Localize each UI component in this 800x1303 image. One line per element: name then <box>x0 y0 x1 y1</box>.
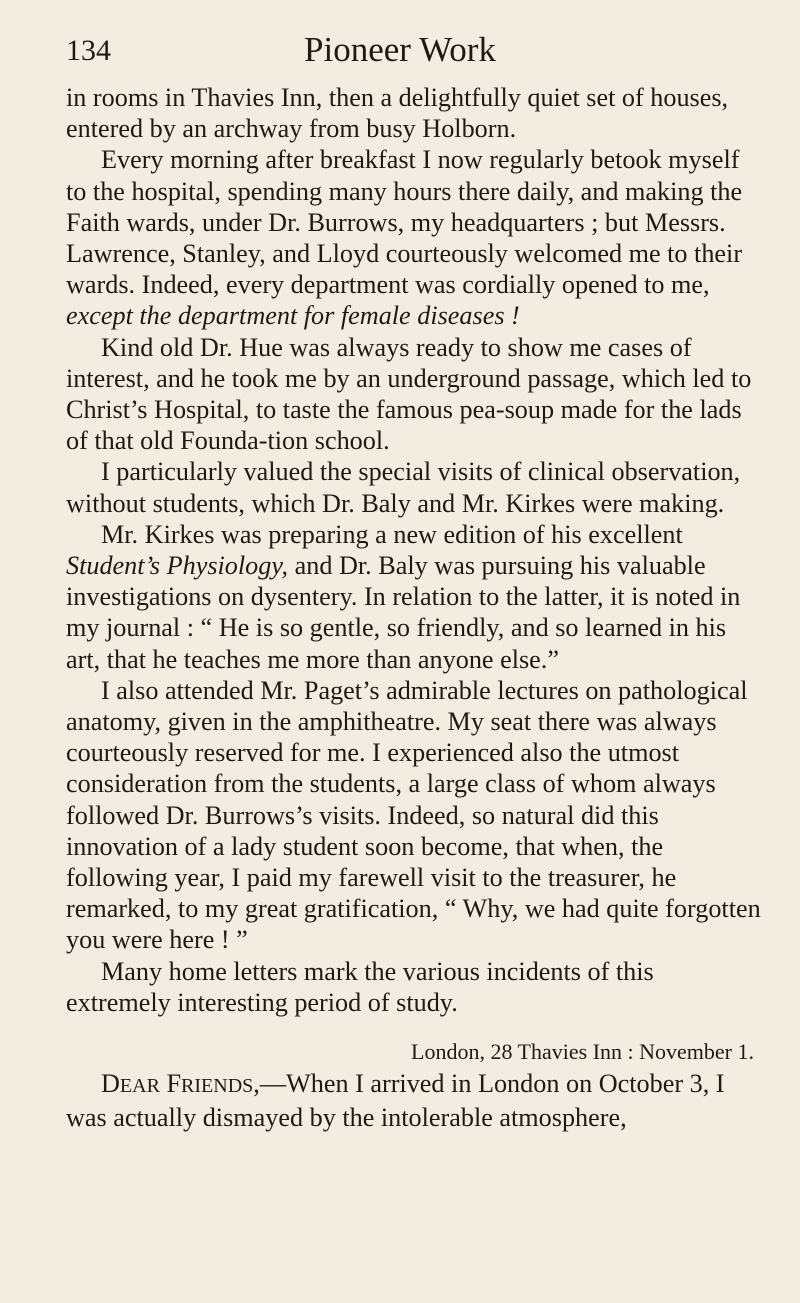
page-number: 134 <box>66 34 111 67</box>
salutation-smallcaps: RIENDS <box>181 1075 254 1098</box>
paragraph-continuation: in rooms in Thavies Inn, then a delightfully quiet set of houses, entered by an archway from busy Holborn. <box>66 83 729 144</box>
letter-text: ,—When I arrived in London on October 3, I was actually dismayed by the intolerable atmosphere, <box>66 1069 725 1133</box>
salutation-initial: F <box>159 1069 182 1099</box>
body-text <box>66 82 762 1134</box>
paragraph-hospital-routine <box>66 144 762 331</box>
salutation-smallcaps: EAR <box>119 1075 160 1098</box>
paragraph-text: Every morning after breakfast I now regularly betook myself to the hospital, spending many hours there daily, and making the Faith wards, under Dr. Burrows, my headquarters ; but Messrs. Lawrence, Stanley, and Lloyd courteously welcomed me to their wards. Indeed, every department was cordially opened to me, <box>66 145 743 300</box>
paragraph-clinical-visits: I particularly valued the special visits of clinical observation, without students, which Dr. Baly and Mr. Kirkes were making. <box>66 457 741 518</box>
book-title: Student’s Physiology, <box>66 551 289 581</box>
emphasis-text: except the department for female diseases ! <box>66 301 520 331</box>
paragraph-text: and Dr. Baly was pursuing his valuable investigations on dysentery. In relation to the latter, it is noted in my journal : “ He is so gentle, so friendly, and so learned in his art, that he teaches me more than anyone else.” <box>66 551 741 674</box>
paragraph-home-letters: Many home letters mark the various incidents of this extremely interesting period of study. <box>66 956 654 1017</box>
paragraph-kirkes-baly <box>66 519 762 675</box>
running-head <box>66 30 734 74</box>
running-title: Pioneer Work <box>304 30 496 69</box>
salutation-initial: D <box>101 1069 120 1099</box>
paragraph-text: Mr. Kirkes was preparing a new edition of his excellent <box>101 519 683 549</box>
letter-dateline: London, 28 Thavies Inn : November 1. <box>411 1039 754 1065</box>
paragraph-dr-hue: Kind old Dr. Hue was always ready to show me cases of interest, and he took me by an underground passage, which led to Christ’s Hospital, to taste the famous pea-soup made for the lads of that old Founda-tion school. <box>66 332 752 456</box>
letter-opening <box>66 1068 762 1133</box>
paragraph-paget-lectures: I also attended Mr. Paget’s admirable lectures on pathological anatomy, given in the amphitheatre. My seat there was always courteously reserved for me. I experienced also the utmost consideration from the students, a large class of whom always followed Dr. Burrows’s visits. Indeed, so natural did this innovation of a lady student soon become, that when, the following year, I paid my farewell visit to the treasurer, he remarked, to my great gratification, “ Why, we had quite forgotten you were here ! ” <box>66 675 761 955</box>
